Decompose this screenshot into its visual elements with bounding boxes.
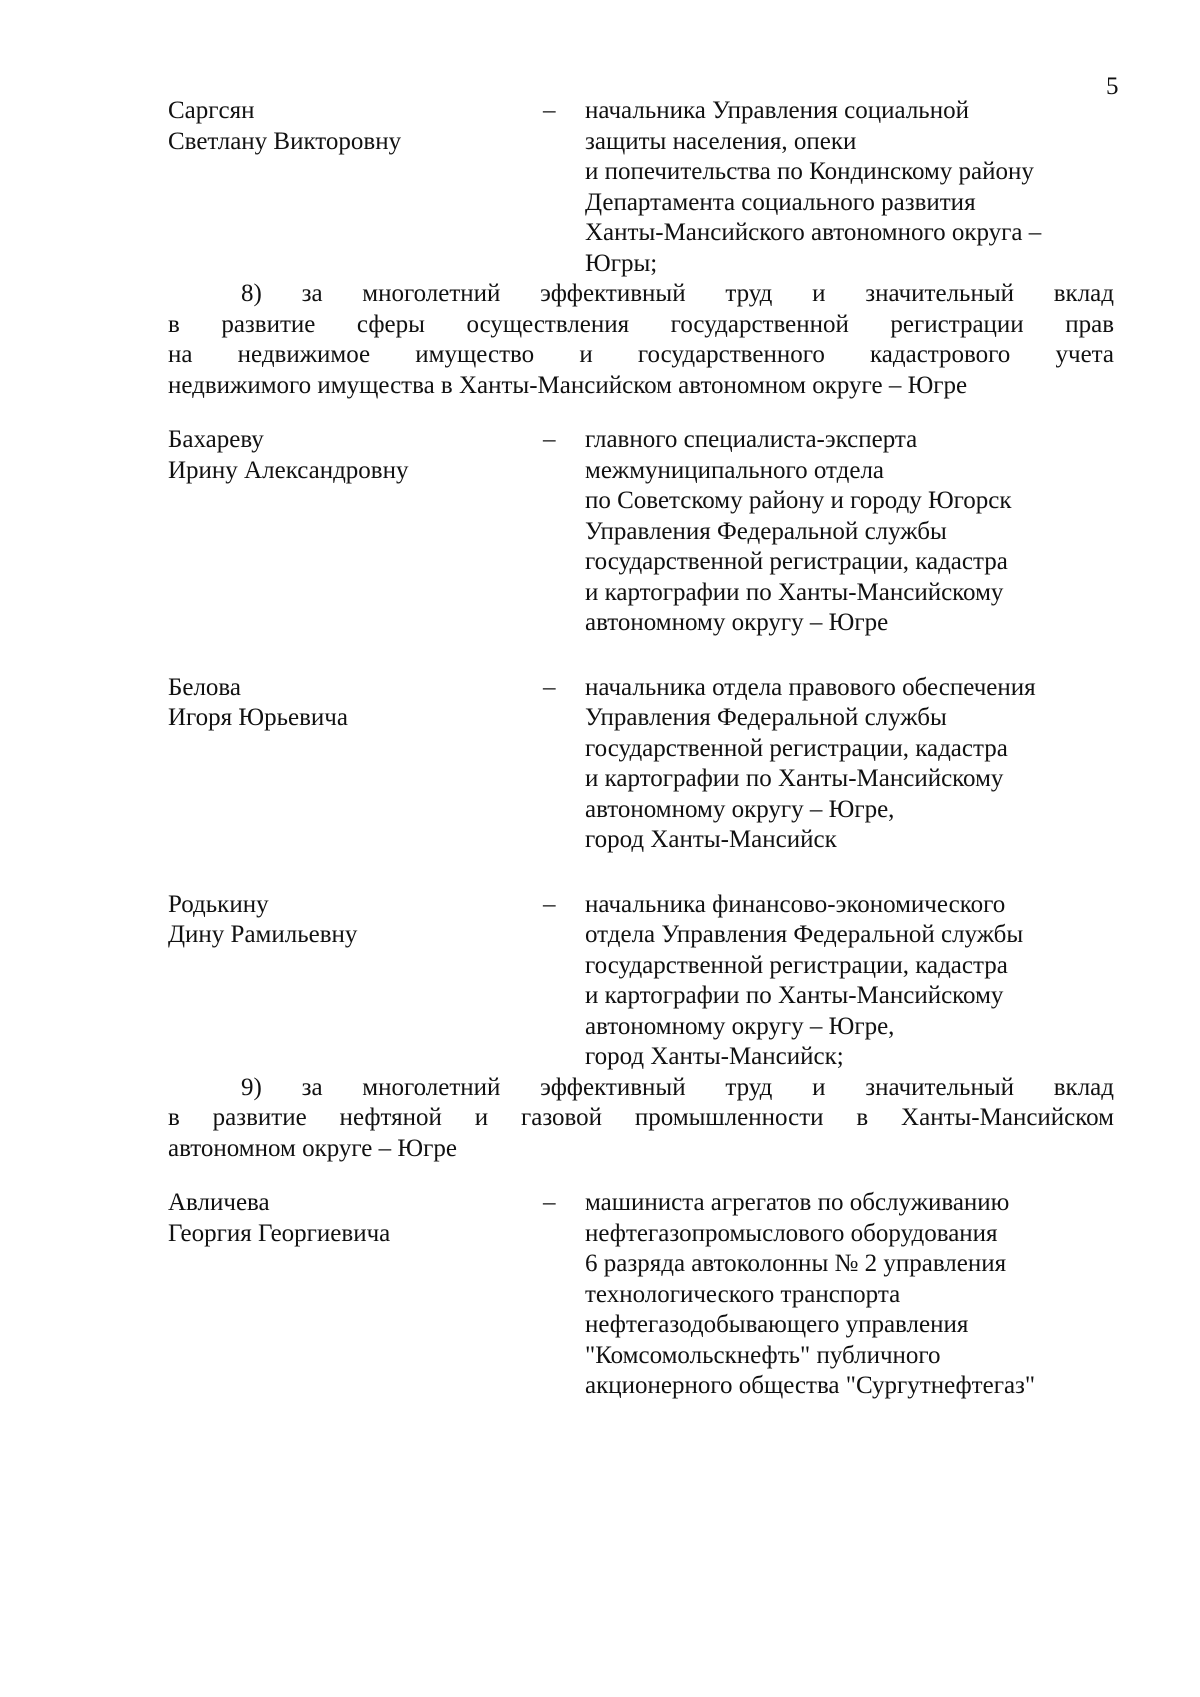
desc-line: нефтегазопромыслового оборудования — [585, 1219, 998, 1247]
desc-line: "Комсомольскнефть" публичного — [585, 1341, 941, 1369]
desc-line: государственной регистрации, кадастра — [585, 548, 1008, 575]
desc-line: машиниста агрегатов по обслуживанию — [585, 1189, 1010, 1216]
paragraph-line: в развитие нефтяной и газовой промышленности в Ханты-Мансийском — [168, 1104, 1114, 1131]
paragraph-line: недвижимого имущества в Ханты-Мансийском автономном округе – Югре — [168, 371, 968, 399]
document-body — [168, 96, 1114, 1402]
paragraph-line: автономном округе – Югре — [168, 1134, 457, 1162]
name-line: Георгия Георгиевича — [168, 1219, 391, 1247]
person-name — [168, 1188, 543, 1402]
person-name — [168, 96, 543, 279]
desc-line: и картографии по Ханты-Мансийскому — [585, 982, 1004, 1009]
dash: – — [543, 426, 556, 453]
paragraph-line: на недвижимое имущество и государственного кадастрового учета — [168, 341, 1114, 368]
person-name — [168, 673, 543, 856]
paragraph-line: 9) за многолетний эффективный труд и значительный вклад — [241, 1073, 1114, 1101]
dash: – — [543, 97, 556, 124]
name-line: Дину Рамильевну — [168, 921, 358, 948]
dash: – — [543, 1189, 556, 1216]
award-entry — [168, 425, 1114, 639]
position-description — [585, 425, 1114, 639]
desc-line: нефтегазодобывающего управления — [585, 1311, 969, 1338]
desc-line: государственной регистрации, кадастра — [585, 951, 1008, 979]
position-description — [585, 1188, 1114, 1402]
page-number: 5 — [1106, 73, 1119, 100]
name-line: Белова — [168, 673, 241, 701]
dash: – — [543, 890, 556, 918]
award-entry — [168, 890, 1114, 1073]
desc-line: Югры; — [585, 249, 658, 277]
award-entry — [168, 96, 1114, 279]
award-category-paragraph — [168, 1073, 1114, 1165]
desc-line: автономному округу – Югре, — [585, 795, 895, 823]
desc-line: главного специалиста-эксперта — [585, 426, 918, 453]
dash: – — [543, 673, 556, 701]
name-line: Родькину — [168, 890, 269, 918]
desc-line: начальника отдела правового обеспечения — [585, 673, 1036, 701]
desc-line: акционерного общества "Сургутнефтегаз" — [585, 1372, 1036, 1399]
desc-line: государственной регистрации, кадастра — [585, 734, 1008, 762]
desc-line: по Советскому району и городу Югорск — [585, 487, 1012, 514]
name-line: Саргсян — [168, 97, 255, 124]
desc-line: начальника финансово-экономического — [585, 890, 1006, 918]
paragraph-line: в развитие сферы осуществления государственной регистрации прав — [168, 310, 1114, 338]
desc-line: автономному округу – Югре, — [585, 1012, 895, 1040]
desc-line: межмуниципального отдела — [585, 456, 885, 484]
paragraph-line: 8) за многолетний эффективный труд и значительный вклад — [241, 280, 1114, 307]
desc-line: защиты населения, опеки — [585, 127, 857, 155]
desc-line: Департамента социального развития — [585, 188, 976, 216]
name-line: Светлану Викторовну — [168, 127, 402, 155]
name-line: Бахареву — [168, 426, 264, 453]
desc-line: Управления Федеральной службы — [585, 704, 947, 731]
desc-line: автономному округу – Югре — [585, 609, 889, 636]
position-description — [585, 890, 1114, 1073]
desc-line: Управления Федеральной службы — [585, 517, 947, 545]
desc-line: отдела Управления Федеральной службы — [585, 921, 1024, 948]
award-entry — [168, 1188, 1114, 1402]
name-line: Игоря Юрьевича — [168, 704, 348, 731]
name-line: Ирину Александровну — [168, 456, 409, 484]
person-name — [168, 425, 543, 639]
desc-line: 6 разряда автоколонны № 2 управления — [585, 1250, 1007, 1277]
desc-line: Ханты-Мансийского автономного округа – — [585, 219, 1042, 246]
award-category-paragraph — [168, 279, 1114, 401]
desc-line: город Ханты-Мансийск — [585, 826, 837, 853]
person-name — [168, 890, 543, 1073]
desc-line: город Ханты-Мансийск; — [585, 1043, 844, 1070]
desc-line: и картографии по Ханты-Мансийскому — [585, 765, 1004, 792]
position-description — [585, 673, 1114, 856]
desc-line: и попечительства по Кондинскому району — [585, 158, 1034, 185]
position-description — [585, 96, 1114, 279]
name-line: Авличева — [168, 1189, 270, 1216]
desc-line: технологического транспорта — [585, 1280, 901, 1308]
desc-line: и картографии по Ханты-Мансийскому — [585, 578, 1004, 606]
desc-line: начальника Управления социальной — [585, 97, 969, 124]
award-entry — [168, 673, 1114, 856]
